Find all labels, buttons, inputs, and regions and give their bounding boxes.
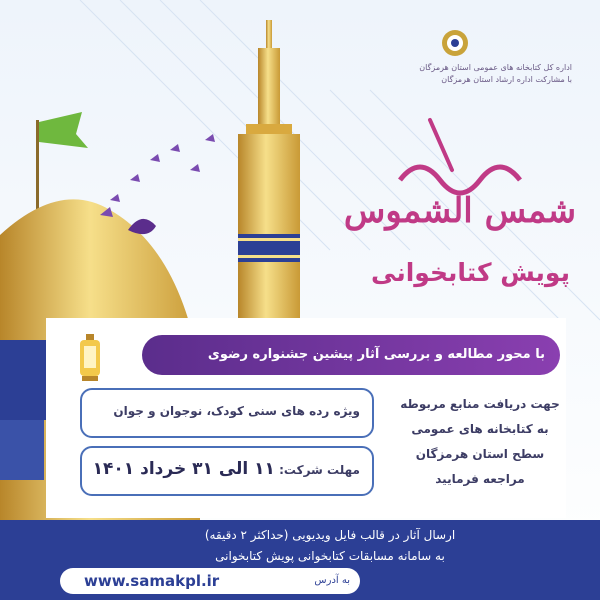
footer-line-1: ارسال آثار در قالب فایل ویدیویی (حداکثر ۲ دقیقه) xyxy=(204,528,456,542)
guidance-line: سطح استان هرمزگان xyxy=(415,447,545,461)
deadline-value: ۱۱ الی ۳۱ خرداد ۱۴۰۱ xyxy=(92,459,275,479)
deadline-text xyxy=(92,446,360,492)
organization-name xyxy=(362,62,572,86)
website-link[interactable]: www.samakpl.ir xyxy=(84,572,220,590)
guidance-line: جهت دریافت منابع مربوطه xyxy=(400,397,560,411)
guidance-text xyxy=(382,392,578,492)
lantern-icon xyxy=(66,332,116,392)
deadline-label: مهلت شرکت: xyxy=(279,463,360,477)
website-label: به آدرس xyxy=(314,575,350,586)
footer-line-2: به سامانه مسابقات کتابخوانی پویش کتابخوانی xyxy=(215,549,445,563)
campaign-title: پویش کتابخوانی xyxy=(371,258,570,287)
title-calligraphy-text: شمس الشموس xyxy=(343,191,577,231)
theme-banner-text: با محور مطالعه و بررسی آثار پیشین جشنواره رضوی xyxy=(207,347,545,362)
organization-line-1: اداره کل کتابخانه های عمومی استان هرمزگان xyxy=(419,63,572,72)
library-emblem-icon xyxy=(440,28,470,58)
guidance-line: مراجعه فرمایید xyxy=(435,472,525,486)
title-calligraphy xyxy=(340,110,580,250)
age-group-text: ویژه رده های سنی کودک، نوجوان و جوان xyxy=(113,404,360,418)
organization-line-2: با مشارکت اداره ارشاد استان هرمزگان xyxy=(441,75,572,84)
guidance-line: به کتابخانه های عمومی xyxy=(411,422,549,436)
